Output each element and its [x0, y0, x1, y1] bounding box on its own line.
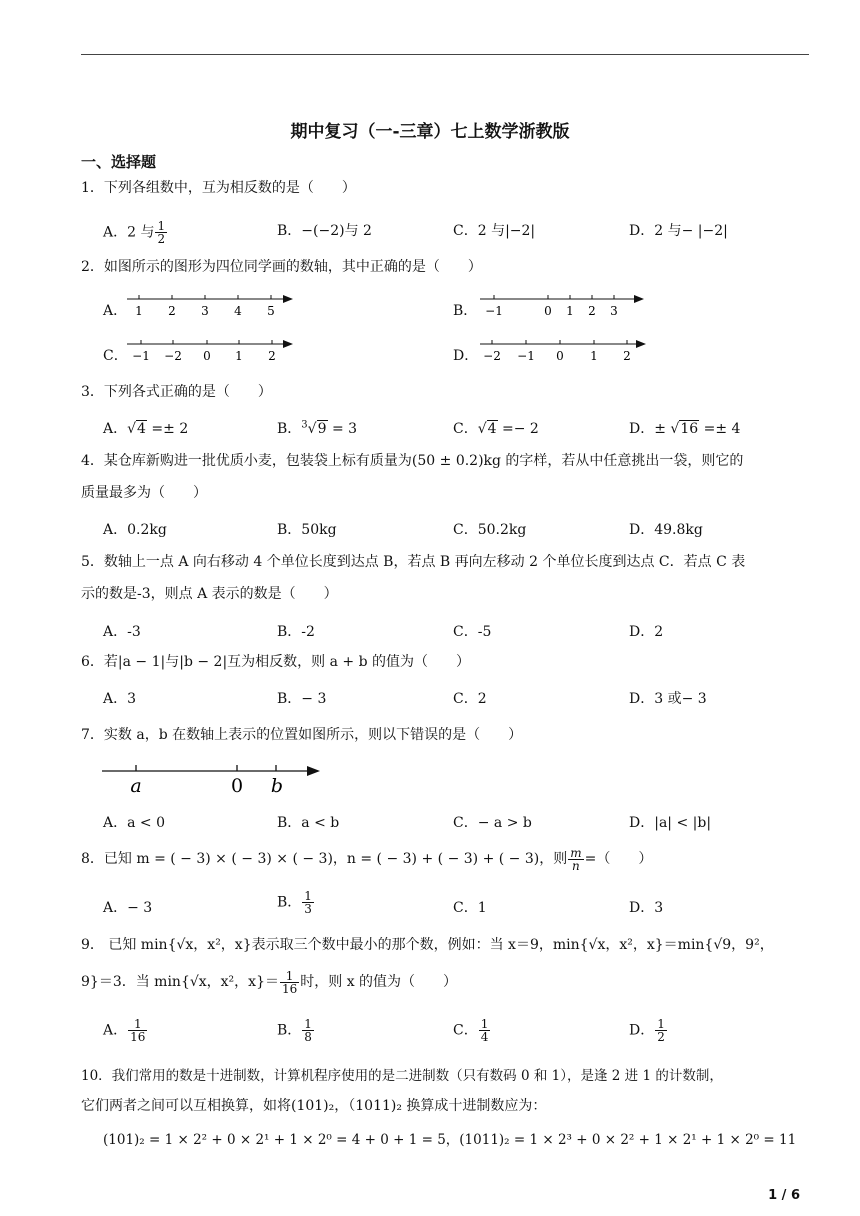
q5-option-b: B．-2 [277, 624, 315, 640]
tick-label: 0 [203, 349, 211, 363]
fraction: $\frac{1}{3}$ [304, 889, 312, 916]
q1-option-d: D．2 与− |−2| [629, 223, 728, 239]
q2-option-c-label: C． [103, 348, 128, 364]
q7-option-c: C．− a > b [453, 815, 532, 831]
q9-option-b: B． $\frac{1}{8}$ [277, 1017, 312, 1044]
q6-option-b: B．− 3 [277, 691, 327, 707]
tick-label: 0 [544, 304, 552, 318]
axis-label-a: a [130, 775, 142, 796]
question-5-stem-line2: 示的数是-3，则点 A 表示的数是（ ） [81, 586, 338, 602]
q5-option-d: D．2 [629, 624, 664, 640]
q4-option-a: A．0.2kg [103, 522, 167, 538]
tick-label: 5 [267, 304, 275, 318]
q9-option-c: C． $\frac{1}{4}$ [453, 1017, 489, 1044]
question-2-stem: 2．如图所示的图形为四位同学画的数轴，其中正确的是（ ） [81, 259, 482, 275]
q8-option-c: C．1 [453, 900, 487, 916]
q7-option-d: D．|a| < |b| [629, 815, 712, 831]
q6-option-d: D．3 或− 3 [629, 691, 707, 707]
tick-label: −1 [517, 349, 535, 363]
q2-option-d-label: D． [453, 348, 479, 364]
tick-label: −2 [483, 349, 501, 363]
q9-option-a: A． $\frac{1}{16}$ [103, 1017, 146, 1044]
question-9-line1: 9． 已知 min{√x，x²，x}表示取三个数中最小的那个数，例如：当 x＝9，min{√x，x²，x}＝min{√9，9²， [81, 937, 774, 953]
question-5-stem-line1: 5．数轴上一点 A 向右移动 4 个单位长度到达点 B，若点 B 再向左移动 2 个单位长度到达点 C．若点 C 表 [81, 554, 746, 570]
question-10-line1: 10．我们常用的数是十进制数，计算机程序使用的是二进制数（只有数码 0 和 1），是逢 2 进 1 的计数制， [81, 1068, 723, 1084]
question-1-stem: 1．下列各组数中，互为相反数的是（ ） [81, 180, 356, 196]
fraction: $\frac{1}{16}$ [281, 968, 298, 996]
number-line-ab [100, 760, 330, 796]
q5-option-a: A．-3 [103, 624, 141, 640]
page-number: 1 / 6 [768, 1188, 800, 1203]
fraction: $\frac{1}{8}$ [304, 1017, 312, 1044]
q5-option-c: C．-5 [453, 624, 492, 640]
tick-label: 0 [556, 349, 564, 363]
tick-label: 2 [623, 349, 631, 363]
document-title: 期中复习（一-三章）七上数学浙教版 [290, 122, 570, 142]
tick-label: 2 [588, 304, 596, 318]
fraction: $\frac{1}{2}$ [157, 219, 166, 246]
q1-option-c: C．2 与|−2| [453, 223, 536, 239]
tick-label: 4 [234, 304, 242, 318]
number-line-c [125, 335, 300, 365]
q6-option-c: C．2 [453, 691, 487, 707]
question-10-line2: 它们两者之间可以互相换算，如将(101)₂，（1011)₂ 换算成十进制数应为： [81, 1098, 547, 1114]
section-heading: 一、选择题 [81, 153, 157, 171]
tick-label: 1 [566, 304, 574, 318]
q9-option-d: D． $\frac{1}{2}$ [629, 1017, 665, 1044]
q3-option-b: B．$^3$√9 = 3 [277, 419, 358, 437]
q7-option-a: A．a < 0 [103, 815, 165, 831]
axis-label-zero: 0 [230, 775, 244, 796]
q1-option-a: A．2 与 $\frac{1}{2}$ [103, 219, 166, 246]
axis-label-b: b [270, 775, 284, 796]
question-4-stem-line1: 4．某仓库新购进一批优质小麦，包装袋上标有质量为(50 ± 0.2)kg 的字样，若从中任意挑出一袋，则它的 [81, 453, 744, 469]
q4-option-d: D．49.8kg [629, 522, 703, 538]
fraction: $\frac{1}{4}$ [480, 1017, 489, 1044]
tick-label: −1 [132, 349, 150, 363]
q8-option-a: A．− 3 [103, 900, 153, 916]
question-4-stem-line2: 质量最多为（ ） [81, 485, 207, 501]
q1-option-b: B．−(−2)与 2 [277, 223, 372, 239]
q8-option-b: B． $\frac{1}{3}$ [277, 889, 312, 916]
q2-option-b-label: B． [453, 303, 478, 319]
fraction: $\frac{m}{n}$ [570, 845, 582, 873]
q7-option-b: B．a < b [277, 815, 340, 831]
fraction: $\frac{1}{2}$ [657, 1017, 665, 1044]
q3-option-a: A．√4 =± 2 [103, 421, 189, 437]
tick-label: 3 [610, 304, 618, 318]
question-6-stem: 6．若|a − 1|与|b − 2|互为相反数，则 a + b 的值为（ ） [81, 654, 470, 670]
tick-label: −2 [164, 349, 182, 363]
q8-option-d: D．3 [629, 900, 664, 916]
question-10-line3: (101)₂ = 1 × 2² + 0 × 2¹ + 1 × 2⁰ = 4 + 0 + 1 = 5，(1011)₂ = 1 × 2³ + 0 × 2² + 1 × 2¹ + 1 × 2⁰ = 11 [103, 1132, 797, 1148]
number-line-b [478, 290, 653, 320]
tick-label: 2 [268, 349, 276, 363]
q6-option-a: A．3 [103, 691, 137, 707]
tick-label: 3 [201, 304, 209, 318]
header-rule [81, 54, 809, 55]
question-7-stem: 7．实数 a，b 在数轴上表示的位置如图所示，则以下错误的是（ ） [81, 727, 523, 743]
fraction: $\frac{1}{16}$ [130, 1017, 146, 1044]
number-line-a [125, 290, 300, 320]
tick-label: 1 [590, 349, 598, 363]
q2-option-a-label: A． [103, 303, 128, 319]
q3-option-c: C．√4 =− 2 [453, 421, 539, 437]
tick-label: −1 [485, 304, 503, 318]
tick-label: 1 [235, 349, 243, 363]
tick-label: 1 [135, 304, 143, 318]
question-8-stem: 8．已知 m = ( − 3) × ( − 3) × ( − 3)，n = ( − 3) + ( − 3) + ( − 3)，则 $\frac{m}{n}$ =（ ） [81, 845, 653, 873]
question-9-line2: 9}＝3．当 min{√x，x²，x}＝ $\frac{1}{16}$ 时，则 x 的值为（ ） [81, 968, 458, 996]
number-line-d [478, 335, 653, 365]
q4-option-c: C．50.2kg [453, 522, 527, 538]
q4-option-b: B．50kg [277, 522, 337, 538]
question-3-stem: 3．下列各式正确的是（ ） [81, 384, 272, 400]
q3-option-d: D．± √16 =± 4 [629, 421, 741, 437]
tick-label: 2 [168, 304, 176, 318]
